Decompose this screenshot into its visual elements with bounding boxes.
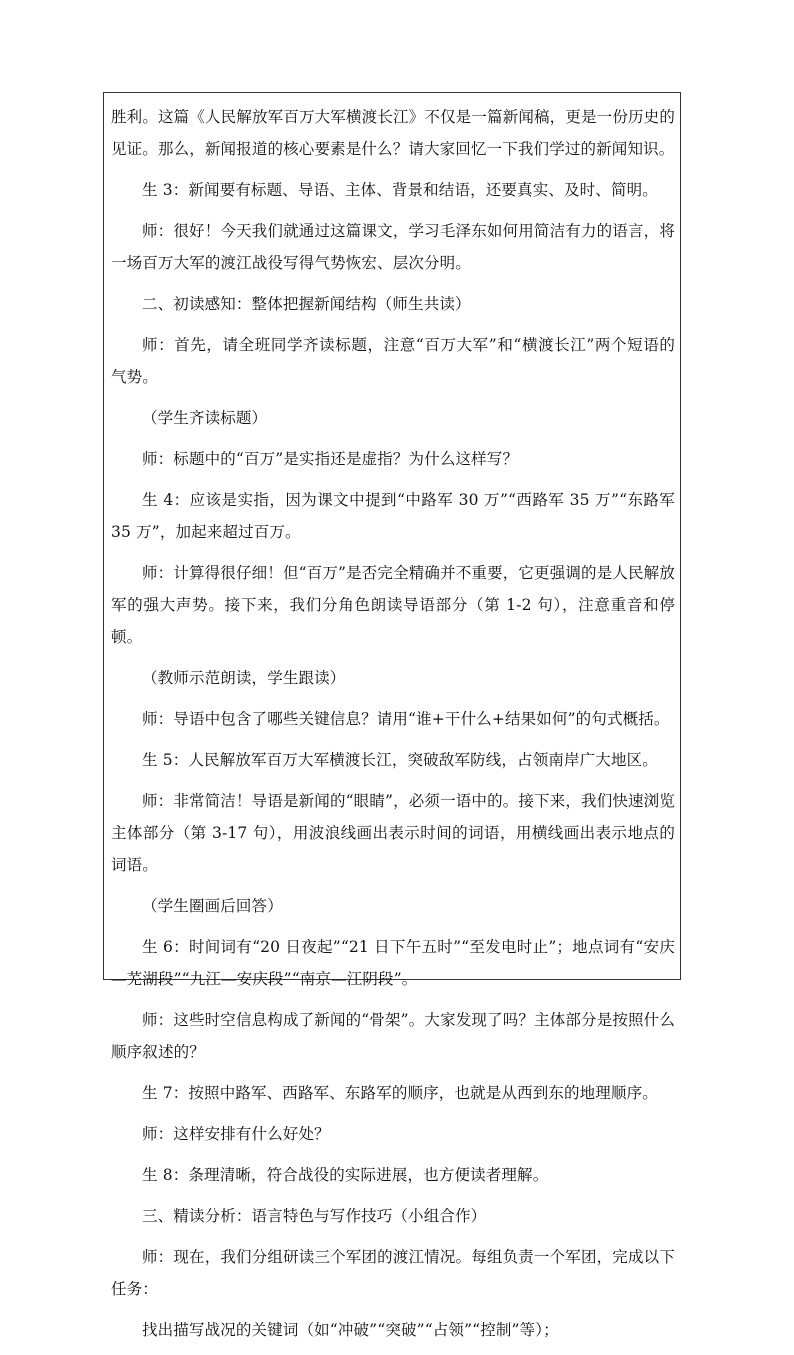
transcript-paragraph: 师：很好！今天我们就通过这篇课文，学习毛泽东如何用简洁有力的语言，将一场百万大军的渡江战役写得气势恢宏、层次分明。 xyxy=(111,222,675,272)
transcript-paragraph: 师：标题中的“百万”是实指还是虚指？为什么这样写？ xyxy=(142,450,519,468)
lesson-transcript xyxy=(111,101,675,1355)
transcript-paragraph: 生 8：条理清晰，符合战役的实际进展，也方便读者理解。 xyxy=(142,1166,549,1184)
transcript-paragraph: 师：计算得很仔细！但“百万”是否完全精确并不重要，它更强调的是人民解放军的强大声势。接下来，我们分角色朗读导语部分（第 1-2 句），注意重音和停顿。 xyxy=(111,564,675,646)
section-heading: 二、初读感知：整体把握新闻结构（师生共读） xyxy=(142,295,471,313)
stage-direction: （学生圈画后回答） xyxy=(142,897,283,915)
transcript-paragraph: 师：这些时空信息构成了新闻的“骨架”。大家发现了吗？主体部分是按照什么顺序叙述的？ xyxy=(111,1011,675,1061)
section-heading: 三、精读分析：语言特色与写作技巧（小组合作） xyxy=(142,1207,487,1225)
transcript-paragraph: 师：这样安排有什么好处？ xyxy=(142,1125,330,1143)
transcript-paragraph: 胜利。这篇《人民解放军百万大军横渡长江》不仅是一篇新闻稿，更是一份历史的见证。那么，新闻报道的核心要素是什么？请大家回忆一下我们学过的新闻知识。 xyxy=(111,108,675,158)
transcript-paragraph: 师：导语中包含了哪些关键信息？请用“谁+干什么+结果如何”的句式概括。 xyxy=(142,710,670,728)
transcript-paragraph: 生 7：按照中路军、西路军、东路军的顺序，也就是从西到东的地理顺序。 xyxy=(142,1084,658,1102)
transcript-paragraph: 师：现在，我们分组研读三个军团的渡江情况。每组负责一个军团，完成以下任务： xyxy=(111,1248,675,1298)
stage-direction: （学生齐读标题） xyxy=(142,409,268,427)
transcript-paragraph: 生 5：人民解放军百万大军横渡长江，突破敌军防线，占领南岸广大地区。 xyxy=(142,751,658,769)
stage-direction: （教师示范朗读，学生跟读） xyxy=(142,669,346,687)
transcript-paragraph: 师：非常简洁！导语是新闻的“眼睛”，必须一语中的。接下来，我们快速浏览主体部分（第 3-17 句），用波浪线画出表示时间的词语，用横线画出表示地点的词语。 xyxy=(111,792,675,874)
transcript-paragraph: 生 6：时间词有“20 日夜起”“21 日下午五时”“至发电时止”；地点词有“安庆—芜湖段”“九江—安庆段”“南京—江阴段”。 xyxy=(111,938,675,988)
transcript-paragraph: 生 4：应该是实指，因为课文中提到“中路军 30 万”“西路军 35 万”“东路军 35 万”，加起来超过百万。 xyxy=(111,491,675,541)
transcript-paragraph: 师：首先，请全班同学齐读标题，注意“百万大军”和“横渡长江”两个短语的气势。 xyxy=(111,336,675,386)
lesson-plan-table-cell xyxy=(103,92,681,1339)
transcript-paragraph: 生 3：新闻要有标题、导语、主体、背景和结语，还要真实、及时、简明。 xyxy=(142,181,658,199)
transcript-paragraph: 找出描写战况的关键词（如“冲破”“突破”“占领”“控制”等）； xyxy=(142,1321,559,1339)
